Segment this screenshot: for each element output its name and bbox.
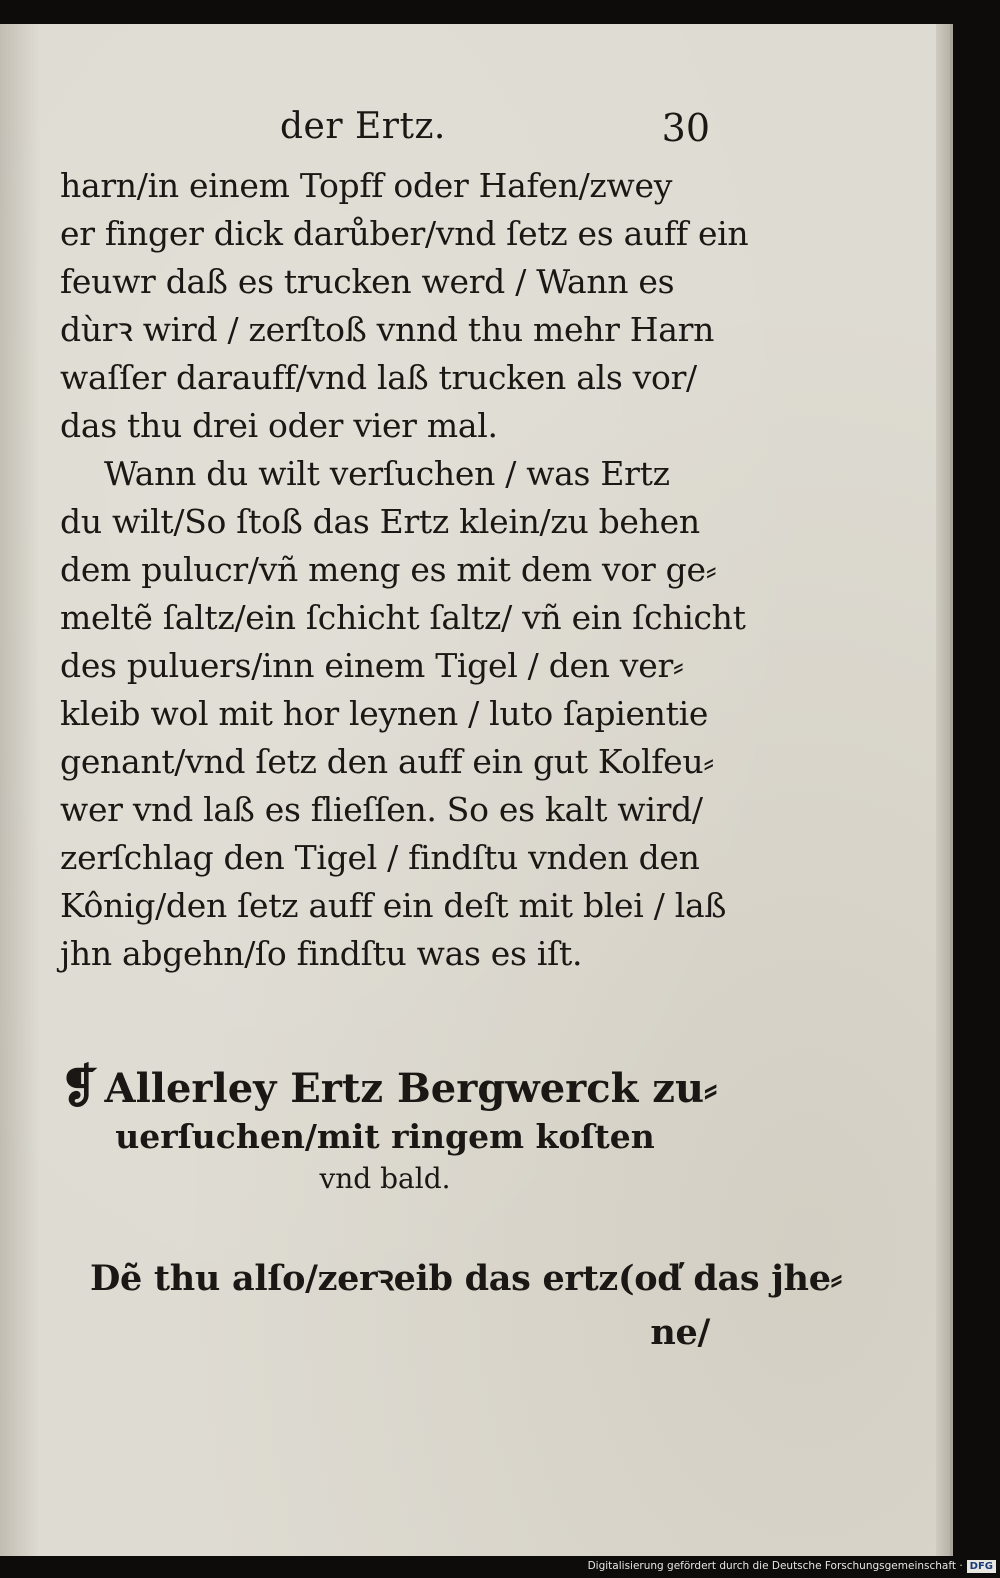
text-line: Wann du wilt verſuchen / was Ertz <box>104 454 670 493</box>
text-line: genant/vnd ſetz den auff ein gut Kolfeu⸗ <box>60 742 714 781</box>
paragraph-start <box>90 1252 843 1360</box>
section-heading <box>60 1059 718 1199</box>
text-line: waſſer darauff/vnd laß trucken als vor/ <box>60 358 697 397</box>
text-line: du wilt/So ſtoß das Ertz klein/zu behen <box>60 502 700 541</box>
running-head: der Ertz. <box>280 106 446 147</box>
text-line: dùrꝛ wird / zerſtoß vnnd thu mehr Harn <box>60 310 715 349</box>
text-line: zerſchlag den Tigel / findſtu vnden den <box>60 838 700 877</box>
text-line: des puluers/inn einem Tigel / den ver⸗ <box>60 646 684 685</box>
page-number: 30 <box>661 106 710 150</box>
heading-line-1 <box>60 1059 718 1115</box>
text-line: wer vnd laß es flieſſen. So es kalt wird/ <box>60 790 703 829</box>
text-line: harn/in einem Topff oder Hafen/zwey <box>60 166 673 205</box>
text-line: Dẽ thu alſo/zerꝛeib das ertz(od̕ das jhe⸗ <box>90 1258 843 1299</box>
text-line: meltẽ ſaltz/ein ſchicht ſaltz/ vñ ein ſchicht <box>60 598 746 637</box>
digitization-credit <box>588 1558 996 1574</box>
heading-line-2: uerſuchen/mit ringem koſten <box>115 1117 655 1156</box>
text-line: er finger dick darůber/vnd ſetz es auff ein <box>60 214 749 253</box>
credit-text: Digitalisierung gefördert durch die Deutsche Forschungsgemeinschaft · <box>587 1560 963 1572</box>
text-line: dem pulucr/vñ meng es mit dem vor ge⸗ <box>60 550 717 589</box>
text-line: kleib wol mit hor leynen / luto ſapientie <box>60 694 709 733</box>
page-edge <box>936 24 950 1556</box>
gutter-shadow <box>0 24 40 1556</box>
body-text <box>60 162 749 978</box>
heading-text: Allerley Ertz Bergwerck zu⸗ <box>104 1065 718 1112</box>
dfg-logo: DFG <box>967 1560 996 1573</box>
text-line: jhn abgehn/ſo findſtu was es iſt. <box>60 934 583 973</box>
text-line: das thu drei oder vier mal. <box>60 406 498 445</box>
page-header <box>60 106 710 166</box>
text-line: feuwr daß es trucken werd / Wann es <box>60 262 675 301</box>
catchword: ne/ <box>650 1312 710 1353</box>
text-line: Kônig/den ſetz auff ein deſt mit blei / laß <box>60 886 727 925</box>
pilcrow-icon: ❡ <box>60 1059 99 1113</box>
heading-line-3: vnd bald. <box>319 1162 451 1195</box>
